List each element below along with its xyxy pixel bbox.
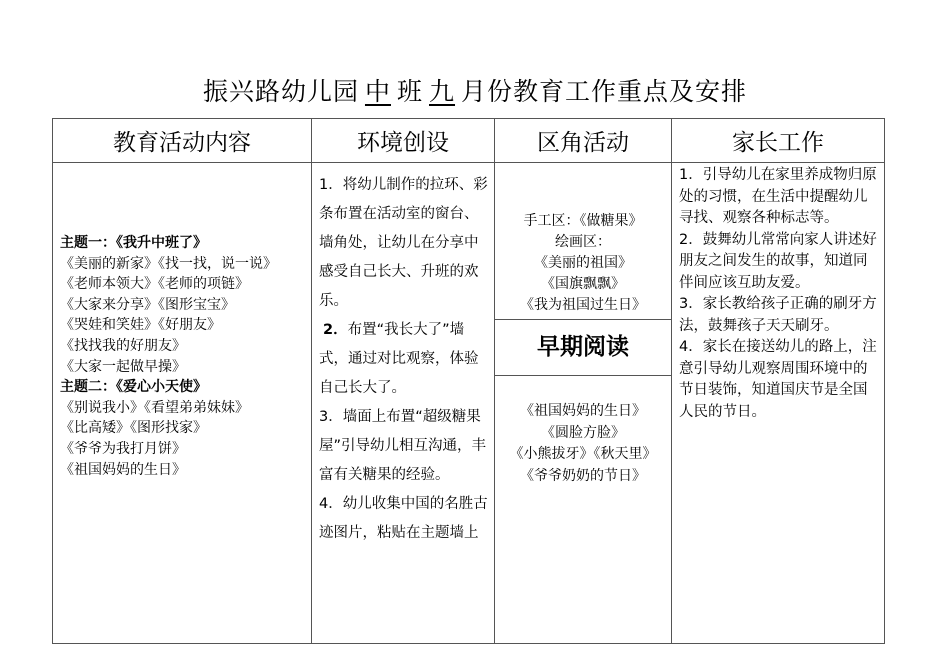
- corner-line: 《美丽的祖国》: [534, 255, 632, 271]
- environment-list: [319, 171, 488, 548]
- title-class-name: 中: [364, 77, 391, 106]
- page-title: [0, 72, 950, 108]
- item-number: 2．: [323, 322, 348, 338]
- table-header-row: [53, 119, 885, 163]
- header-parents: 家长工作: [672, 119, 885, 163]
- reading-list: [495, 376, 671, 487]
- reading-line: 《爷爷奶奶的节日》: [520, 467, 646, 484]
- corner-line: 《国旗飘飘》: [541, 276, 625, 292]
- parent-item: 1．引导幼儿在家里养成物归原处的习惯，在生活中提醒幼儿寻找、观察各种标志等。: [679, 167, 877, 226]
- item-text: 布置“我长大了”墙式，通过对比观察，体验自己长大了。: [319, 322, 479, 396]
- corner-line: 绘画区：: [555, 234, 611, 250]
- theme-heading: 主题一：《我升中班了》: [60, 235, 207, 251]
- activity-item: 《大家一起做早操》: [60, 358, 186, 375]
- environment-item: [319, 403, 488, 490]
- activity-item: 《美丽的新家》《找一找，说一说》: [60, 255, 277, 272]
- item-number: 1．: [319, 177, 343, 193]
- title-mid: 班: [396, 77, 423, 106]
- activity-item: 《爷爷为我打月饼》: [60, 440, 186, 457]
- header-activities: 教育活动内容: [53, 119, 312, 163]
- table-content-row: [53, 163, 885, 644]
- header-environment: 环境创设: [312, 119, 495, 163]
- header-corner: 区角活动: [495, 119, 672, 163]
- activity-item: 《大家来分享》《图形宝宝》: [60, 296, 235, 313]
- reading-title: 早期阅读: [495, 320, 671, 376]
- parents-cell: [672, 163, 885, 644]
- corner-line: 《我为祖国过生日》: [520, 297, 646, 313]
- item-text: 将幼儿制作的拉环、彩条布置在活动室的窗台、墙角处，让幼儿在分享中感受自己长大、升班的欢乐。: [319, 177, 488, 309]
- activities-list: [60, 233, 305, 480]
- item-text: 幼儿收集中国的名胜古迹图片，粘贴在主题墙上: [319, 496, 488, 541]
- reading-line: 《小熊拔牙》《秋天里》: [509, 446, 657, 462]
- environment-item: [319, 316, 488, 403]
- item-number: 3．: [319, 409, 343, 425]
- activity-item: 《哭娃和笑娃》《好朋友》: [60, 317, 221, 334]
- corner-line: 手工区：《做糖果》: [523, 213, 643, 229]
- parent-item: 2．鼓舞幼儿常常向家人讲述好朋友之间发生的故事，知道同伴间应该互助友爱。: [679, 231, 877, 291]
- parents-list: [679, 165, 878, 423]
- environment-item: [319, 490, 488, 548]
- reading-line: 《圆脸方脸》: [541, 424, 625, 441]
- title-prefix: 振兴路幼儿园: [202, 77, 359, 106]
- activity-item: 《老师本领大》《老师的项链》: [60, 276, 249, 293]
- corner-cell: [495, 163, 672, 644]
- parent-item: 3．家长教给孩子正确的刷牙方法，鼓舞孩子天天刷牙。: [679, 296, 877, 334]
- corner-activities: [495, 163, 671, 320]
- plan-table: [52, 118, 885, 644]
- environment-cell: [312, 163, 495, 644]
- item-number: 4．: [319, 496, 343, 512]
- activity-item: 《祖国妈妈的生日》: [60, 461, 186, 478]
- theme-heading: 主题二：《爱心小天使》: [60, 379, 207, 396]
- activity-item: 《比高矮》《图形找家》: [60, 420, 207, 437]
- activity-item: 《找找我的好朋友》: [60, 337, 186, 354]
- parent-item: 4．家长在接送幼儿的路上，注意引导幼儿观察周围环境中的节日装饰，知道国庆节是全国人民的节日。: [679, 339, 877, 420]
- item-text: 墙面上布置“超级糖果屋”引导幼儿相互沟通，丰富有关糖果的经验。: [319, 409, 487, 483]
- environment-item: [319, 171, 488, 316]
- activity-item: 《别说我小》《看望弟弟妹妹》: [60, 399, 249, 416]
- reading-line: 《祖国妈妈的生日》: [520, 403, 646, 419]
- title-month: 九: [429, 77, 456, 106]
- activities-cell: [53, 163, 312, 644]
- title-suffix: 月份教育工作重点及安排: [461, 77, 748, 106]
